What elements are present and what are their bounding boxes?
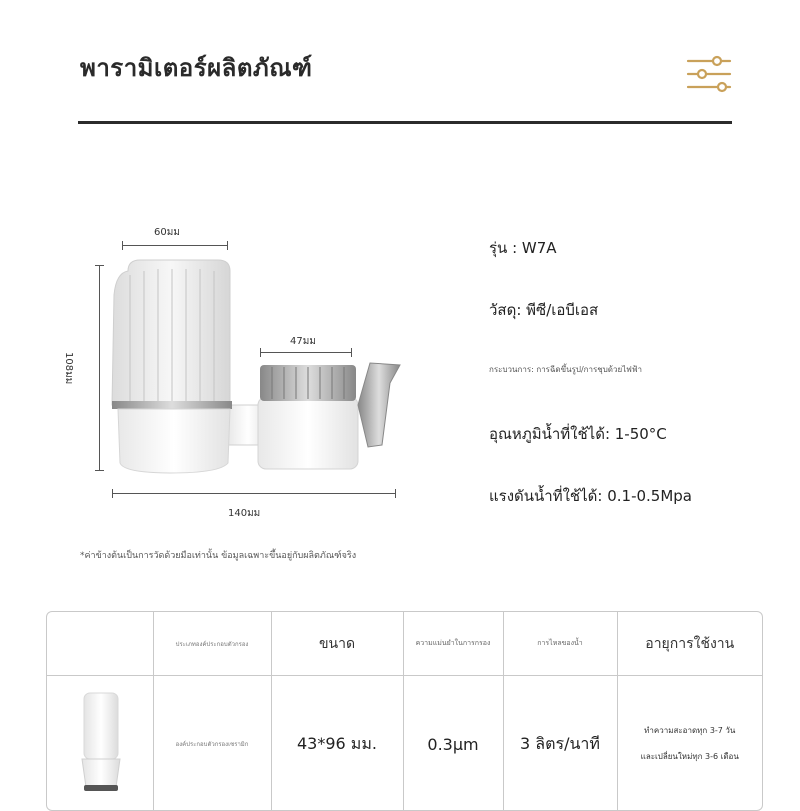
header-divider: [78, 121, 732, 124]
component-value: องค์ประกอบตัวกรองเซรามิก: [153, 676, 271, 811]
header-accuracy: ความแม่นยำในการกรอง: [403, 612, 503, 676]
flow-value: 3 ลิตร/นาที: [503, 676, 617, 811]
lifespan-value: [617, 676, 762, 811]
header-image: [47, 612, 153, 676]
page-title: พารามิเตอร์ผลิตภัณฑ์: [80, 48, 312, 87]
footnote: *ค่าข้างต้นเป็นการวัดด้วยมือเท่านั้น ข้อมูลเฉพาะขึ้นอยู่กับผลิตภัณฑ์จริง: [80, 548, 356, 562]
header-component: ประเภทองค์ประกอบตัวกรอง: [153, 612, 271, 676]
filter-cartridge-cell: [47, 676, 153, 811]
spec-material: วัสดุ: พีซี/เอบีเอส: [489, 298, 598, 322]
header-flow: การไหลของน้ำ: [503, 612, 617, 676]
spec-temperature: อุณหภูมิน้ำที่ใช้ได้: 1-50°C: [489, 422, 667, 446]
header-lifespan: อายุการใช้งาน: [617, 612, 762, 676]
size-value: 43*96 มม.: [271, 676, 403, 811]
lifespan-line-2: และเปลี่ยนใหม่ทุก 3-6 เดือน: [618, 744, 763, 770]
lifespan-line-1: ทำความสะอาดทุก 3-7 วัน: [618, 718, 763, 744]
spec-model: รุ่น : W7A: [489, 236, 557, 260]
spec-process: กระบวนการ: การฉีดขึ้นรูป/การชุบด้วยไฟฟ้า: [489, 363, 642, 376]
filter-cartridge-image: [70, 687, 130, 797]
spec-pressure: แรงดันน้ำที่ใช้ได้: 0.1-0.5Mpa: [489, 484, 692, 508]
faucet-filter-image: [100, 255, 410, 480]
table-row: [47, 676, 762, 811]
table-header-row: [47, 612, 762, 676]
spec-table: [46, 611, 763, 811]
sliders-icon[interactable]: [686, 55, 734, 95]
header-size: ขนาด: [271, 612, 403, 676]
accuracy-value: 0.3μm: [403, 676, 503, 811]
